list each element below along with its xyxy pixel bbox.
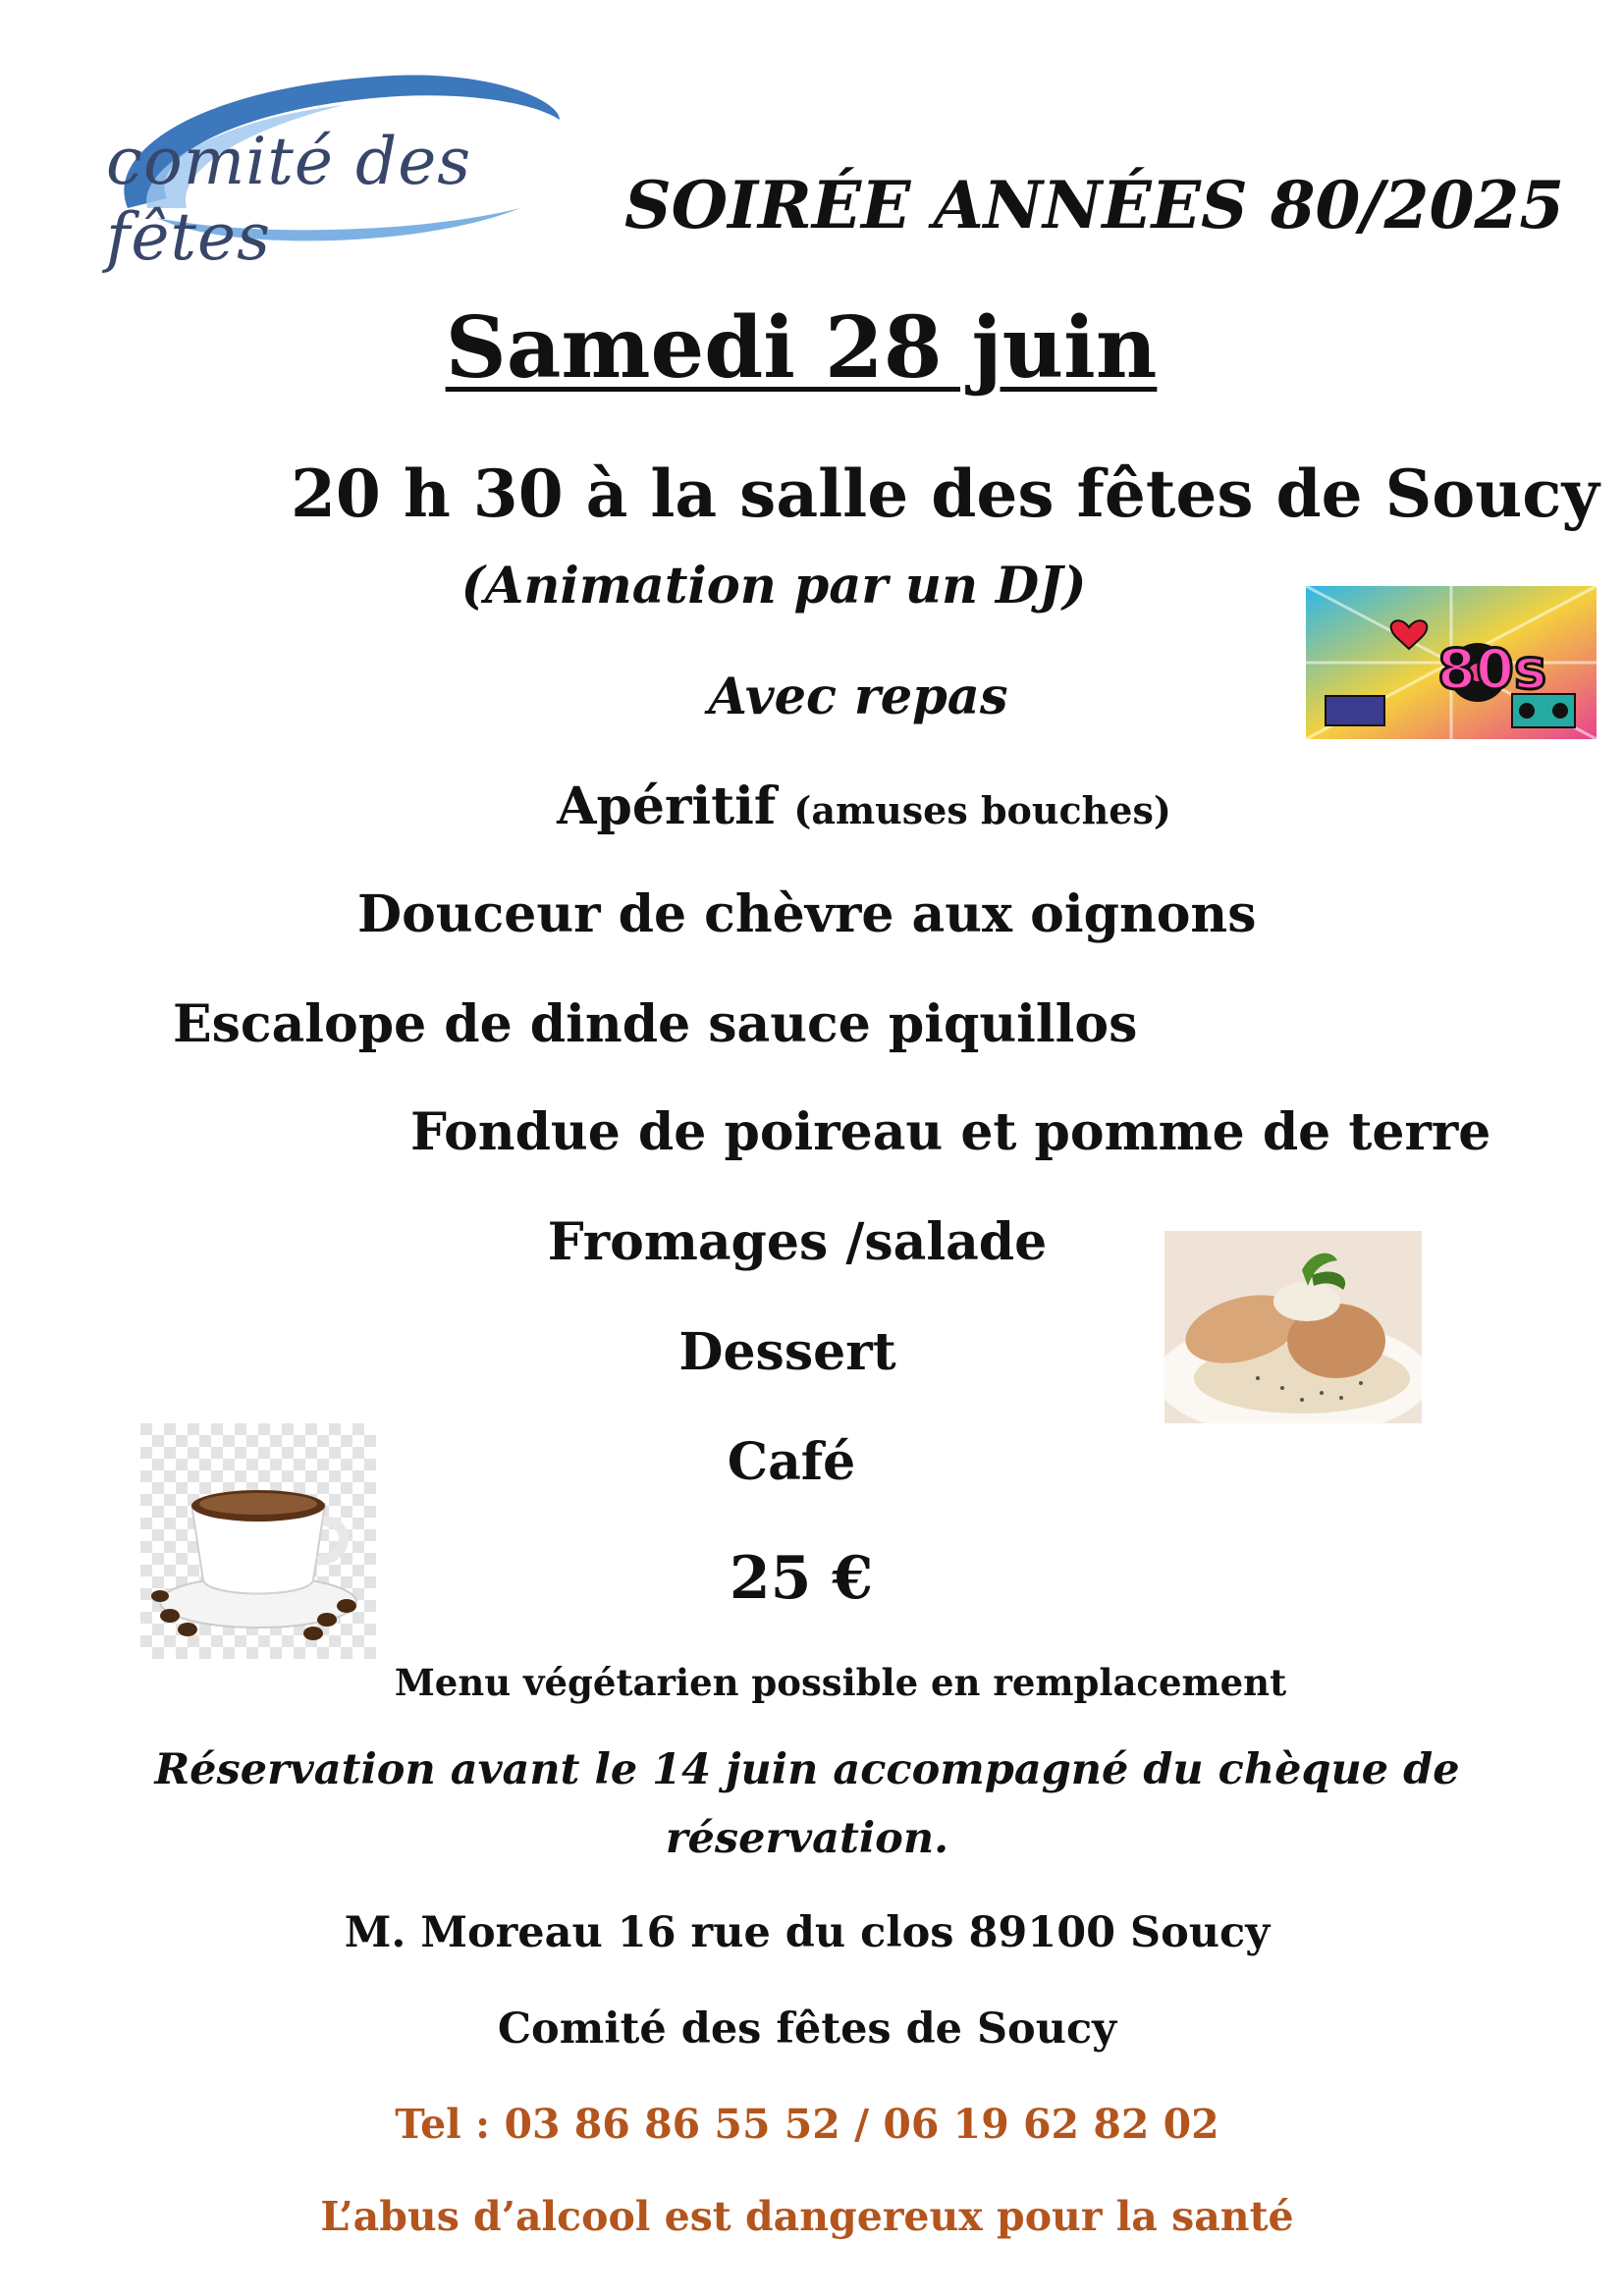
coffee-cup-image	[140, 1423, 376, 1659]
menu-vegetarian-note: Menu végétarien possible en remplacement	[394, 1661, 1287, 1704]
alcohol-warning: L’abus d’alcool est dangereux pour la santé	[320, 2193, 1294, 2240]
event-animation: (Animation par un DJ)	[460, 557, 1087, 615]
menu-aperitif	[557, 776, 1171, 836]
eighties-text: 80s	[1437, 638, 1547, 702]
menu-aperitif-detail: (amuses bouches)	[793, 788, 1171, 832]
phone-numbers: Tel : 03 86 86 55 52 / 06 19 62 82 02	[395, 2101, 1219, 2148]
menu-course: Fromages /salade	[547, 1212, 1048, 1272]
menu-course: Escalope de dinde sauce piquillos	[173, 994, 1138, 1054]
turkey-escalope-dish-image	[1164, 1231, 1422, 1423]
menu-price: 25 €	[729, 1544, 874, 1613]
menu-course: Café	[727, 1432, 856, 1492]
i-love-the-80s-image	[1306, 586, 1597, 739]
committee-name: Comité des fêtes de Soucy	[497, 2004, 1117, 2054]
event-time-place: 20 h 30 à la salle des fêtes de Soucy	[291, 455, 1599, 532]
menu-course: Dessert	[678, 1322, 896, 1382]
menu-course: Douceur de chèvre aux oignons	[357, 884, 1257, 944]
event-title: SOIRÉE ANNÉES 80/2025	[624, 167, 1565, 243]
menu-aperitif-label: Apéritif	[557, 776, 777, 836]
menu-course: Fondue de poireau et pomme de terre	[410, 1102, 1491, 1162]
reservation-line-1: Réservation avant le 14 juin accompagné du chèque de	[154, 1745, 1460, 1794]
event-with-meal: Avec repas	[708, 667, 1008, 726]
event-date: Samedi 28 juin	[445, 298, 1158, 398]
reservation-line-2: réservation.	[665, 1814, 949, 1863]
logo-text: comité des fêtes	[106, 124, 472, 275]
logo	[98, 61, 628, 275]
reservation-address: M. Moreau 16 rue du clos 89100 Soucy	[344, 1908, 1271, 1957]
